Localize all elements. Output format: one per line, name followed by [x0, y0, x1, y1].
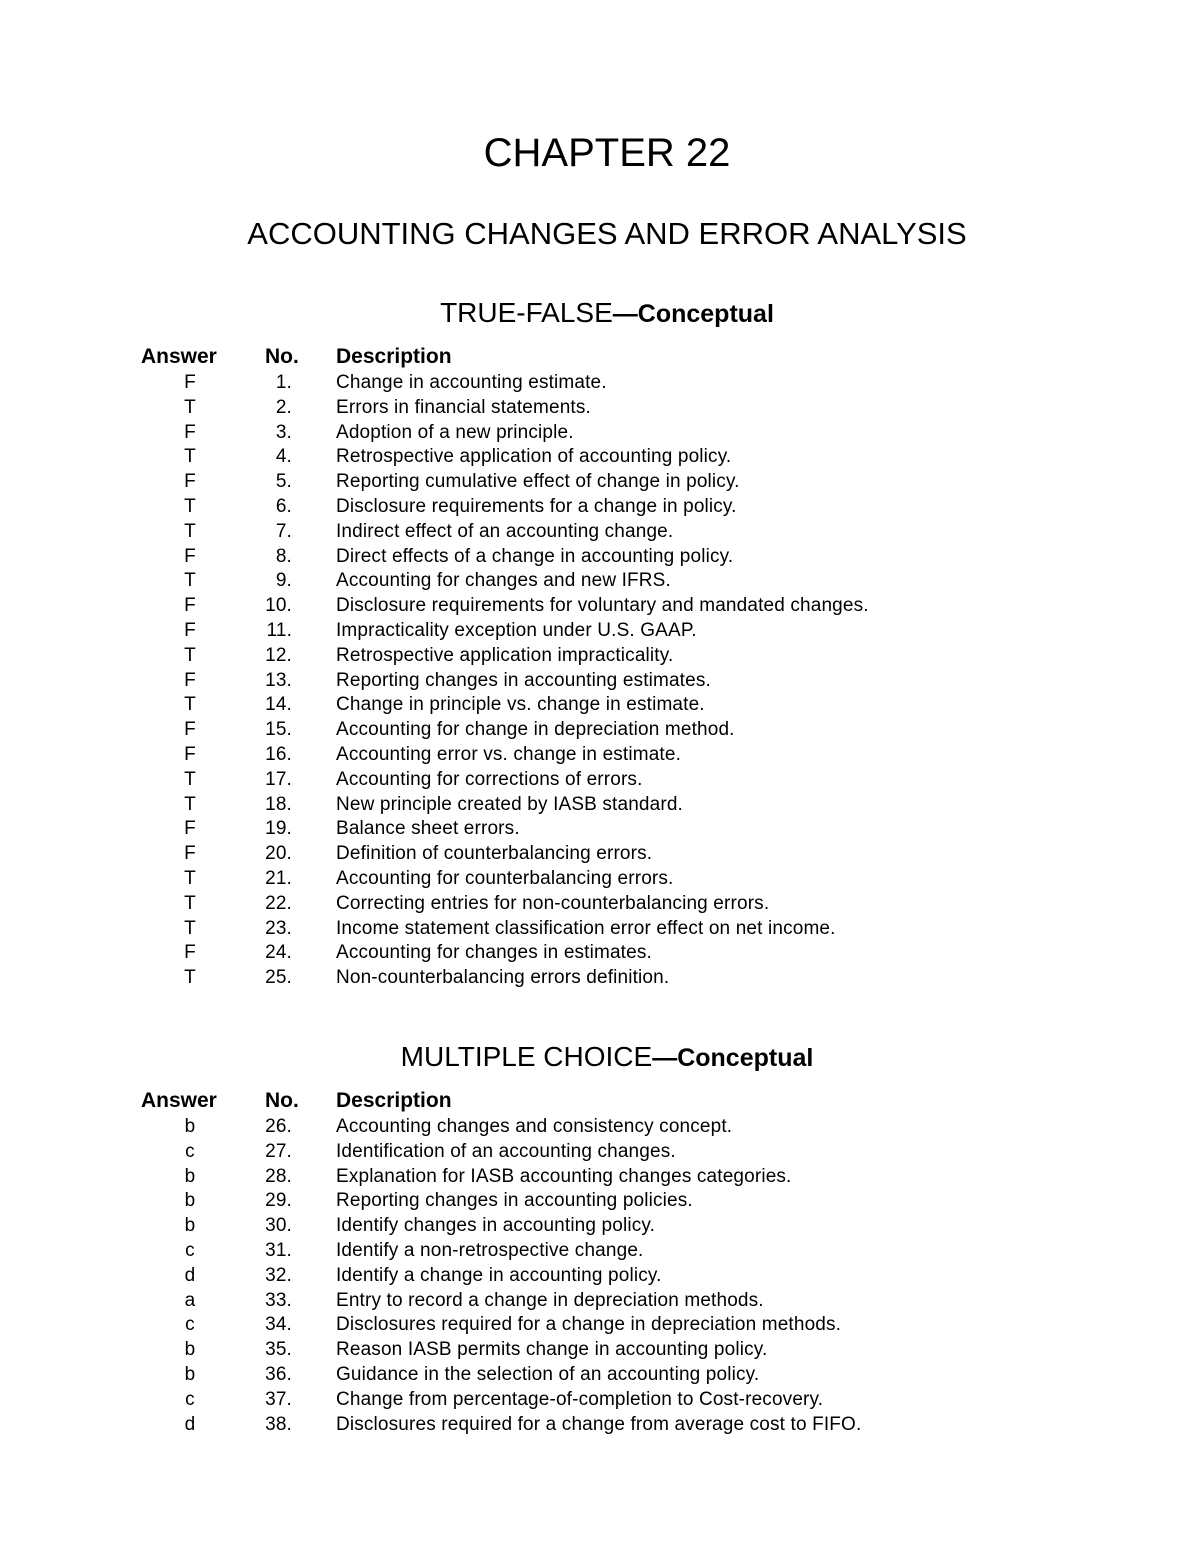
true-false-rows	[0, 371, 1200, 991]
row-number: 8.	[275, 545, 292, 567]
multiple-choice-table	[0, 1086, 1200, 1437]
row-answer: T	[184, 520, 196, 542]
row-number: 26.	[265, 1116, 292, 1137]
row-description: Explanation for IASB accounting changes categories.	[336, 1165, 792, 1187]
row-number: 27.	[265, 1140, 292, 1162]
row-number: 6.	[275, 495, 292, 517]
row-description: Definition of counterbalancing errors.	[336, 843, 653, 865]
row-answer: T	[184, 644, 196, 666]
row-answer: F	[184, 545, 196, 567]
row-number: 28.	[265, 1165, 292, 1187]
row-answer: d	[184, 1264, 196, 1286]
row-answer: T	[184, 793, 196, 815]
header-description: Description	[336, 1089, 452, 1112]
row-number: 19.	[265, 818, 292, 840]
multiple-choice-section-title	[0, 1040, 1200, 1075]
row-description: Errors in financial statements.	[336, 396, 591, 418]
row-answer: b	[184, 1165, 196, 1187]
multiple-choice-title-main: MULTIPLE CHOICE	[400, 1041, 653, 1072]
row-description: Balance sheet errors.	[336, 818, 520, 840]
table-row	[0, 445, 1200, 470]
row-description: Indirect effect of an accounting change.	[336, 520, 674, 542]
row-answer: T	[184, 892, 196, 914]
table-row	[0, 594, 1200, 619]
row-description: Identification of an accounting changes.	[336, 1140, 676, 1162]
table-row	[0, 371, 1200, 396]
row-number: 14.	[265, 694, 292, 716]
row-number: 38.	[265, 1413, 292, 1435]
row-answer: b	[184, 1339, 196, 1361]
table-row	[0, 421, 1200, 446]
row-number: 11.	[266, 619, 292, 641]
row-answer: F	[184, 818, 196, 840]
table-row	[0, 1140, 1200, 1165]
row-number: 36.	[265, 1363, 292, 1385]
row-number: 30.	[265, 1215, 292, 1237]
row-answer: F	[184, 669, 196, 691]
table-header	[0, 1086, 1200, 1115]
row-answer: F	[184, 421, 196, 443]
row-answer: F	[184, 719, 196, 741]
row-description: Reporting cumulative effect of change in policy.	[336, 471, 740, 493]
true-false-title-sub: —Conceptual	[612, 300, 774, 328]
row-description: Disclosure requirements for a change in policy.	[336, 495, 737, 517]
table-row	[0, 743, 1200, 768]
table-row	[0, 867, 1200, 892]
table-row	[0, 1388, 1200, 1413]
row-answer: T	[184, 446, 196, 468]
row-number: 35.	[265, 1339, 292, 1361]
table-row	[0, 1189, 1200, 1214]
row-description: Reporting changes in accounting policies.	[336, 1190, 693, 1212]
row-number: 7.	[275, 520, 292, 542]
row-description: Retrospective application impracticality.	[336, 644, 674, 666]
row-description: Accounting for corrections of errors.	[336, 768, 643, 790]
table-row	[0, 768, 1200, 793]
row-description: Income statement classification error effect on net income.	[336, 917, 836, 939]
true-false-table	[0, 342, 1200, 991]
row-number: 32.	[265, 1264, 292, 1286]
row-answer: F	[184, 942, 196, 964]
row-answer: d	[184, 1413, 196, 1435]
row-description: Disclosure requirements for voluntary and mandated changes.	[336, 595, 869, 617]
row-number: 21.	[265, 867, 292, 889]
row-number: 33.	[265, 1289, 292, 1311]
table-row	[0, 842, 1200, 867]
row-answer: b	[184, 1363, 196, 1385]
row-description: Non-counterbalancing errors definition.	[336, 967, 670, 989]
row-answer: T	[184, 570, 196, 592]
row-description: Accounting for changes and new IFRS.	[336, 570, 671, 592]
row-description: Identify a change in accounting policy.	[336, 1264, 662, 1286]
row-answer: F	[184, 372, 196, 393]
row-number: 29.	[265, 1190, 292, 1212]
table-row	[0, 495, 1200, 520]
table-row	[0, 669, 1200, 694]
row-answer: b	[184, 1116, 196, 1137]
table-row	[0, 1289, 1200, 1314]
row-answer: b	[184, 1215, 196, 1237]
row-answer: c	[185, 1140, 195, 1162]
row-answer: F	[184, 471, 196, 493]
row-description: Impracticality exception under U.S. GAAP.	[336, 619, 697, 641]
table-row	[0, 619, 1200, 644]
table-row	[0, 396, 1200, 421]
table-row	[0, 941, 1200, 966]
row-description: Accounting changes and consistency concept.	[336, 1116, 733, 1137]
row-description: Identify changes in accounting policy.	[336, 1215, 656, 1237]
row-description: Guidance in the selection of an accounting policy.	[336, 1363, 760, 1385]
row-answer: b	[184, 1190, 196, 1212]
row-number: 37.	[265, 1388, 292, 1410]
chapter-subtitle: ACCOUNTING CHANGES AND ERROR ANALYSIS	[247, 216, 967, 251]
row-description: Accounting error vs. change in estimate.	[336, 743, 682, 765]
table-row	[0, 1115, 1200, 1140]
row-number: 2.	[275, 396, 292, 418]
table-row	[0, 1214, 1200, 1239]
row-number: 18.	[265, 793, 292, 815]
table-row	[0, 1363, 1200, 1388]
row-number: 10.	[265, 595, 292, 617]
header-no: No.	[265, 1089, 299, 1112]
table-row	[0, 644, 1200, 669]
row-description: Direct effects of a change in accounting policy.	[336, 545, 734, 567]
row-answer: F	[184, 743, 196, 765]
row-number: 17.	[265, 768, 292, 790]
row-answer: a	[184, 1289, 196, 1311]
row-answer: c	[185, 1388, 195, 1410]
row-description: Retrospective application of accounting policy.	[336, 446, 732, 468]
row-number: 3.	[275, 421, 292, 443]
row-description: Change in accounting estimate.	[336, 372, 607, 393]
row-description: Entry to record a change in depreciation methods.	[336, 1289, 764, 1311]
table-row	[0, 520, 1200, 545]
table-row	[0, 569, 1200, 594]
row-answer: T	[184, 967, 196, 989]
row-description: Disclosures required for a change in depreciation methods.	[336, 1314, 842, 1336]
row-number: 15.	[265, 719, 292, 741]
row-answer: T	[184, 867, 196, 889]
row-number: 24.	[265, 942, 292, 964]
row-number: 16.	[265, 743, 292, 765]
row-answer: c	[185, 1314, 195, 1336]
row-answer: F	[184, 843, 196, 865]
row-number: 25.	[265, 967, 292, 989]
table-row	[0, 470, 1200, 495]
row-number: 22.	[265, 892, 292, 914]
multiple-choice-title-sub: —Conceptual	[652, 1044, 814, 1072]
row-answer: T	[184, 917, 196, 939]
table-row	[0, 892, 1200, 917]
row-description: Change from percentage-of-completion to Cost-recovery.	[336, 1388, 824, 1410]
row-number: 9.	[275, 570, 292, 592]
multiple-choice-rows	[0, 1115, 1200, 1437]
table-row	[0, 1313, 1200, 1338]
row-description: Reason IASB permits change in accounting policy.	[336, 1339, 768, 1361]
row-description: New principle created by IASB standard.	[336, 793, 683, 815]
row-number: 5.	[275, 471, 292, 493]
row-number: 4.	[275, 446, 292, 468]
row-description: Correcting entries for non-counterbalancing errors.	[336, 892, 770, 914]
row-number: 1.	[275, 372, 292, 393]
table-row	[0, 917, 1200, 942]
table-row	[0, 1239, 1200, 1264]
table-row	[0, 1413, 1200, 1438]
row-answer: T	[184, 694, 196, 716]
row-number: 12.	[265, 644, 292, 666]
row-number: 20.	[265, 843, 292, 865]
table-row	[0, 1165, 1200, 1190]
row-answer: T	[184, 495, 196, 517]
row-description: Adoption of a new principle.	[336, 421, 574, 443]
header-description: Description	[336, 345, 452, 368]
table-row	[0, 793, 1200, 818]
row-description: Disclosures required for a change from average cost to FIFO.	[336, 1413, 862, 1435]
table-row	[0, 1338, 1200, 1363]
header-no: No.	[265, 345, 299, 368]
table-row	[0, 966, 1200, 991]
row-answer: T	[184, 768, 196, 790]
row-description: Reporting changes in accounting estimates.	[336, 669, 711, 691]
table-row	[0, 718, 1200, 743]
row-description: Change in principle vs. change in estimate.	[336, 694, 705, 716]
true-false-section-title	[0, 296, 1200, 331]
row-description: Accounting for counterbalancing errors.	[336, 867, 674, 889]
row-answer: F	[184, 595, 196, 617]
table-row	[0, 545, 1200, 570]
row-description: Accounting for changes in estimates.	[336, 942, 652, 964]
row-answer: F	[184, 619, 196, 641]
header-answer: Answer	[141, 1089, 217, 1112]
row-number: 23.	[265, 917, 292, 939]
table-row	[0, 817, 1200, 842]
row-answer: c	[185, 1239, 195, 1261]
table-row	[0, 1264, 1200, 1289]
row-answer: T	[184, 396, 196, 418]
row-number: 31.	[265, 1239, 292, 1261]
row-number: 13.	[265, 669, 292, 691]
row-number: 34.	[265, 1314, 292, 1336]
table-header	[0, 342, 1200, 371]
row-description: Identify a non-retrospective change.	[336, 1239, 644, 1261]
true-false-title-main: TRUE-FALSE	[440, 297, 613, 328]
header-answer: Answer	[141, 345, 217, 368]
table-row	[0, 693, 1200, 718]
chapter-title: CHAPTER 22	[483, 131, 731, 175]
row-description: Accounting for change in depreciation method.	[336, 719, 735, 741]
